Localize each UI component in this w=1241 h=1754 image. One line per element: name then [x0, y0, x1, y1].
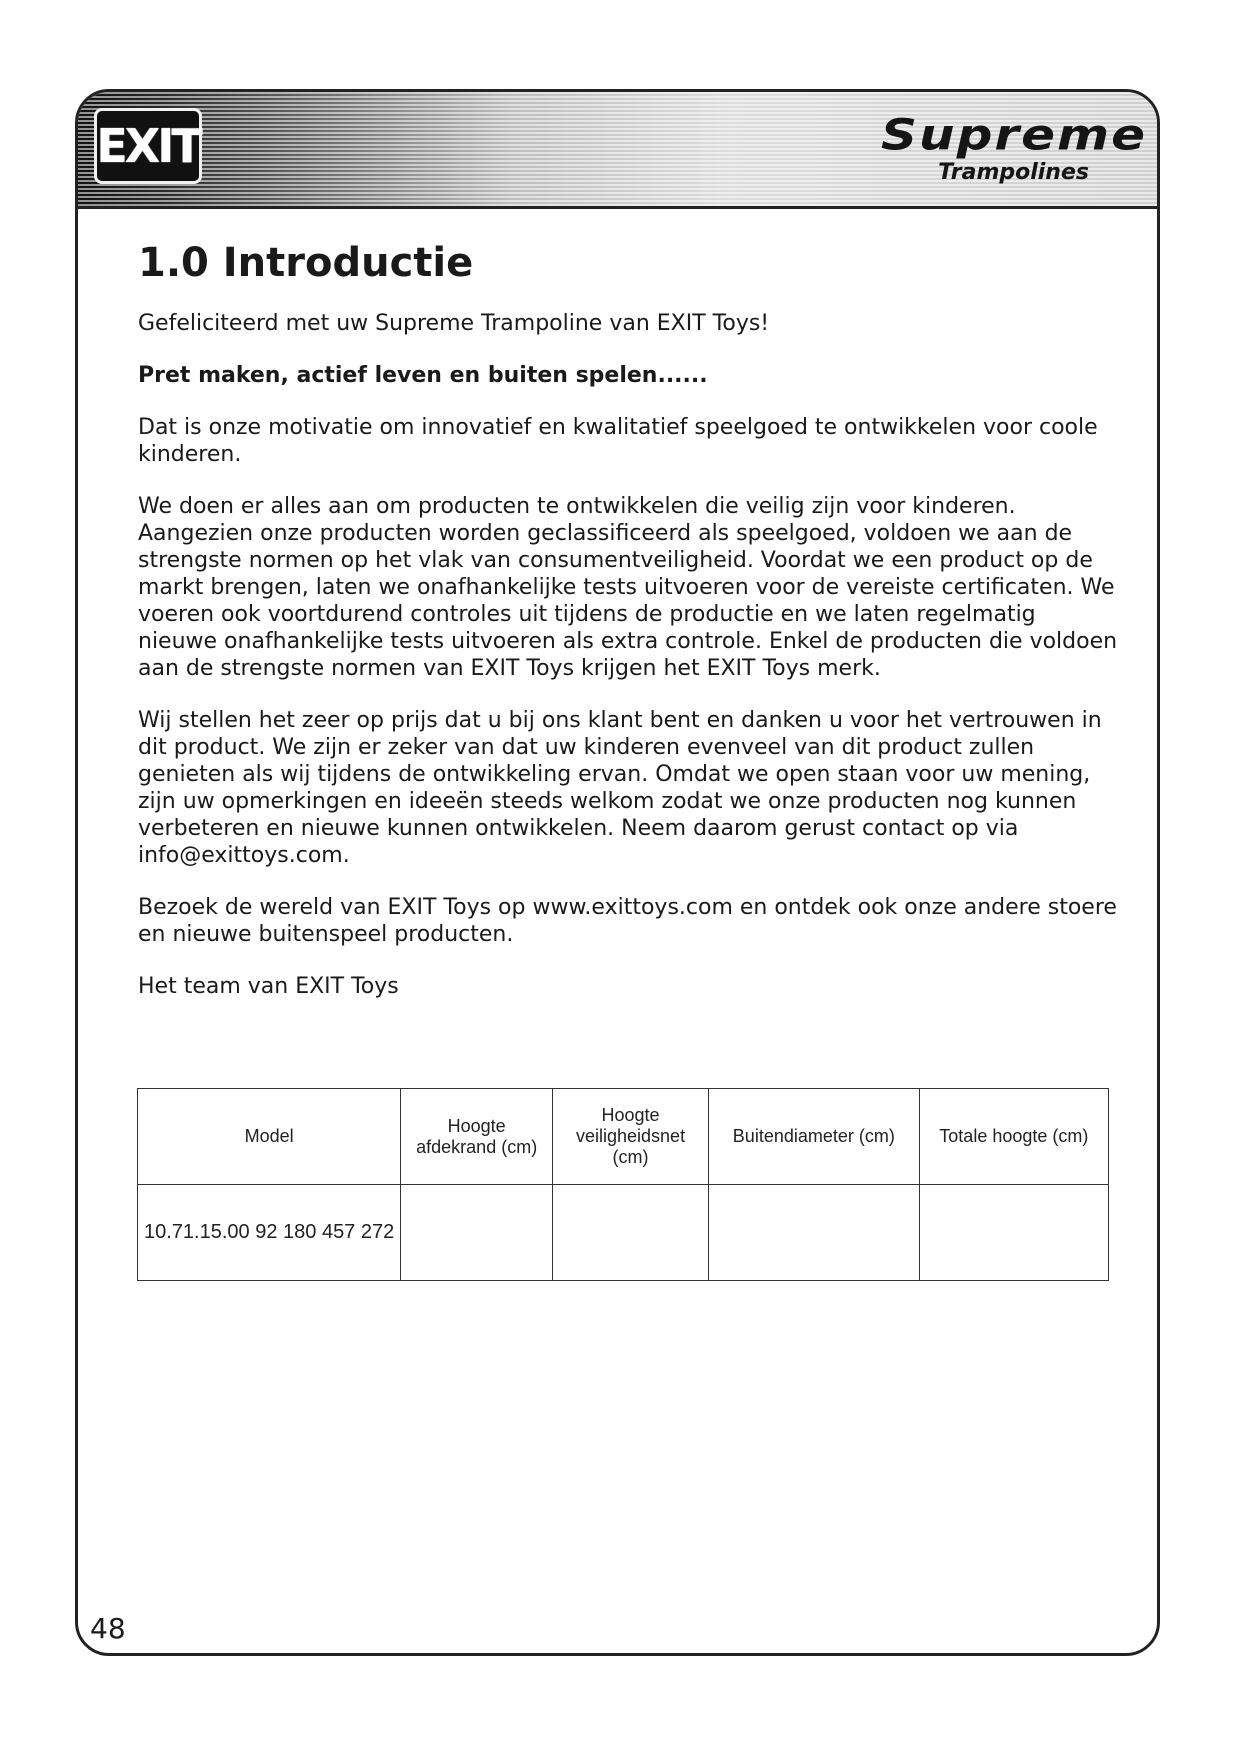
tagline-paragraph: Pret maken, actief leven en buiten spelen...... — [138, 363, 708, 388]
header-hoogte-afdekrand: Hoogte afdekrand (cm) — [401, 1089, 553, 1185]
section-title: 1.0 Introductie — [138, 240, 474, 286]
thanks-paragraph: Wij stellen het zeer op prijs dat u bij ons klant bent en danken u voor het vertrouwen in dit product. We zijn er zeker van dat uw kinderen evenveel van dit product zullen genieten als wij tijdens de ontwikkeling ervan. Omdat we open staan voor uw mening, zijn uw opmerkingen en ideeën steeds welkom zodat we onze producten nog kunnen verbeteren en nieuwe kunnen ontwikkelen. Neem daarom gerust contact op via info@exittoys.com. — [138, 708, 1102, 868]
header-totale-hoogte: Totale hoogte (cm) — [919, 1089, 1108, 1185]
table-cell — [553, 1185, 709, 1281]
header-model: Model — [138, 1089, 401, 1185]
brand-subtitle: Trampolines — [938, 160, 1089, 185]
greeting-paragraph: Gefeliciteerd met uw Supreme Trampoline van EXIT Toys! — [138, 311, 770, 336]
page-header — [78, 92, 1157, 209]
signoff-paragraph: Het team van EXIT Toys — [138, 974, 399, 999]
brand-mark — [881, 110, 1147, 185]
table-header-row — [138, 1089, 1109, 1185]
visit-paragraph: Bezoek de wereld van EXIT Toys op www.exittoys.com en ontdek ook onze andere stoere en nieuwe buitenspeel producten. — [138, 895, 1117, 947]
header-buitendiameter: Buitendiameter (cm) — [708, 1089, 919, 1185]
motivation-paragraph: Dat is onze motivatie om innovatief en kwalitatief speelgoed te ontwikkelen voor coole kinderen. — [138, 415, 1098, 467]
brand-title: Supreme — [881, 110, 1147, 160]
row-values: 10.71.15.00 92 180 457 272 — [138, 1185, 401, 1281]
table-row — [138, 1185, 1109, 1281]
table-cell — [401, 1185, 553, 1281]
document-body — [138, 240, 1118, 1025]
table-cell — [708, 1185, 919, 1281]
table-cell — [919, 1185, 1108, 1281]
exit-logo: EXIT — [94, 108, 202, 184]
safety-paragraph: We doen er alles aan om producten te ontwikkelen die veilig zijn voor kinderen. Aangezien onze producten worden geclassificeerd als speelgoed, voldoen we aan de strengste normen op het vlak van consumentveiligheid. Voordat we een product op de markt brengen, laten we onafhankelijke tests uitvoeren voor de vereiste certificaten. We voeren ook voortdurend controles uit tijdens de productie en we laten regelmatig nieuwe onafhankelijke tests uitvoeren als extra controle. Enkel de producten die voldoen aan de strengste normen van EXIT Toys krijgen het EXIT Toys merk. — [138, 494, 1118, 681]
page-number: 48 — [90, 1612, 126, 1645]
header-hoogte-veiligheidsnet: Hoogte veiligheidsnet (cm) — [553, 1089, 709, 1185]
spec-table — [137, 1088, 1109, 1281]
